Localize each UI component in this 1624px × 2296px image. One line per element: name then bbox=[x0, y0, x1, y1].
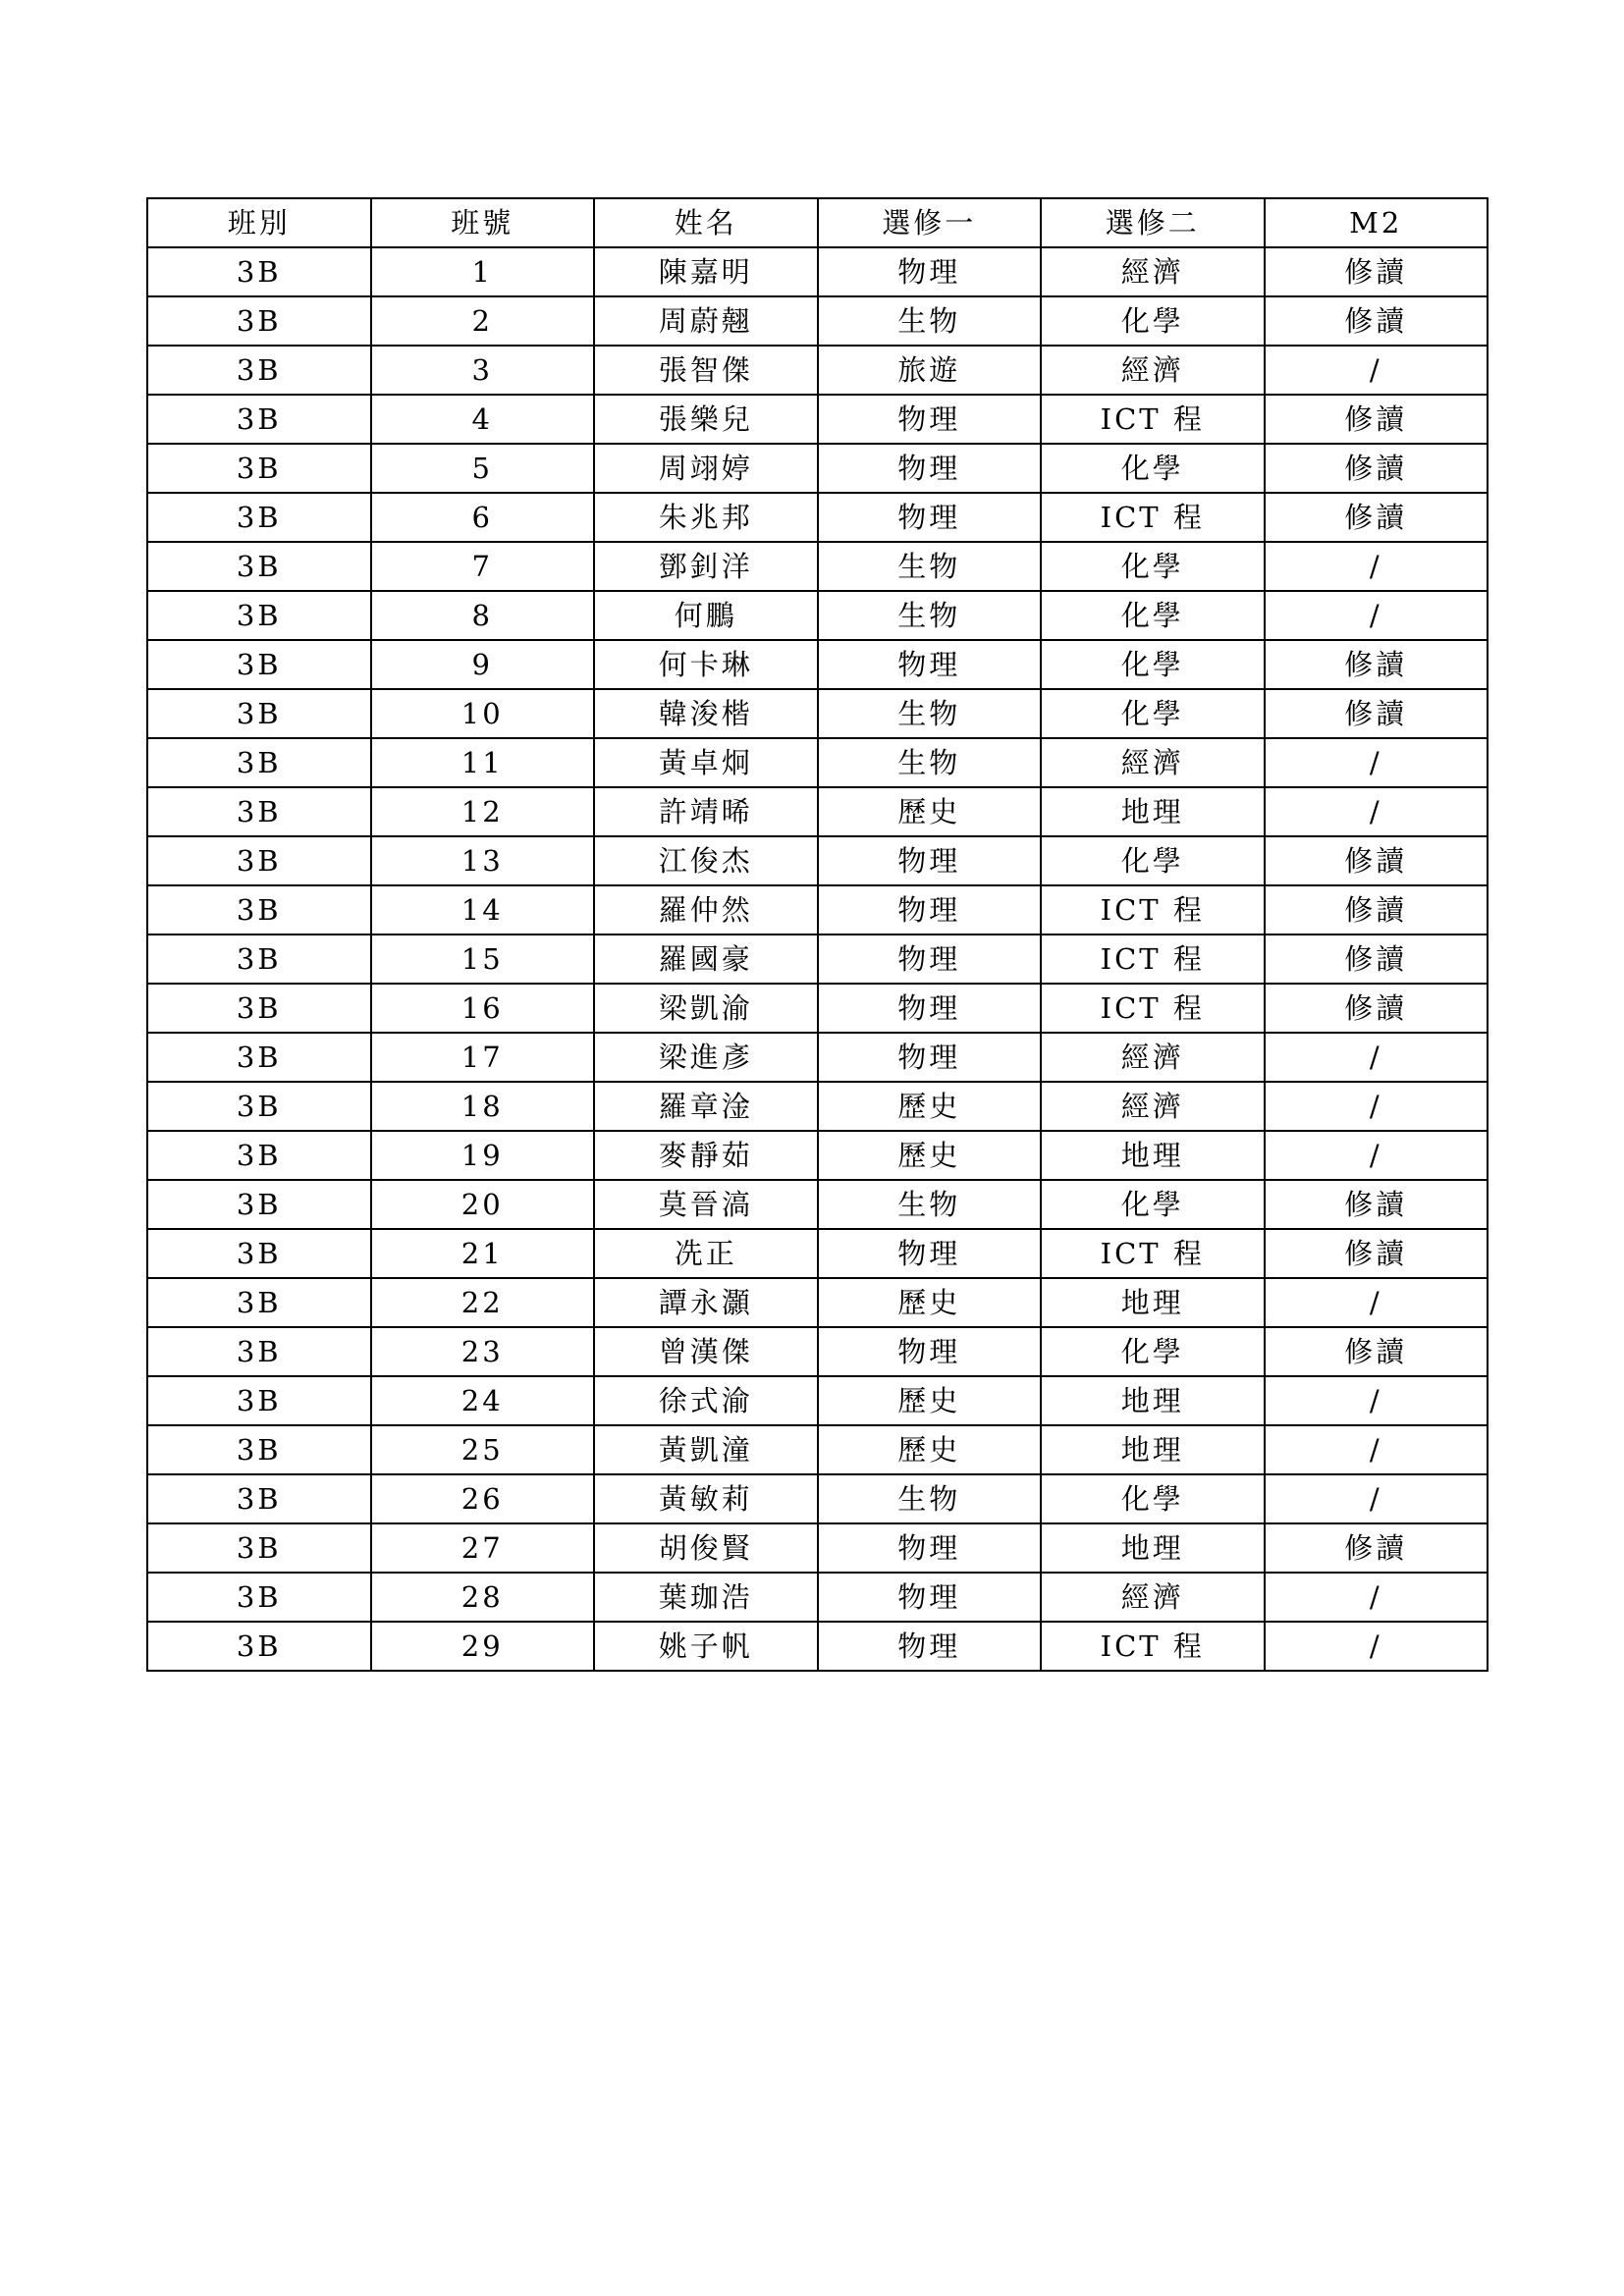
cell-m2: 修讀 bbox=[1265, 247, 1489, 296]
cell-class: 3B bbox=[147, 1573, 371, 1622]
cell-elective-2: 地理 bbox=[1041, 1131, 1265, 1180]
cell-class: 3B bbox=[147, 1082, 371, 1131]
cell-class: 3B bbox=[147, 591, 371, 640]
cell-elective-1: 生物 bbox=[818, 542, 1042, 591]
cell-class: 3B bbox=[147, 542, 371, 591]
cell-class-number: 27 bbox=[371, 1523, 595, 1573]
cell-name: 冼正 bbox=[594, 1229, 818, 1278]
cell-m2: / bbox=[1265, 1573, 1489, 1622]
cell-elective-2: 化學 bbox=[1041, 640, 1265, 689]
cell-class: 3B bbox=[147, 1229, 371, 1278]
cell-elective-2: 經濟 bbox=[1041, 738, 1265, 787]
cell-elective-2: 化學 bbox=[1041, 542, 1265, 591]
cell-elective-2: 地理 bbox=[1041, 1523, 1265, 1573]
cell-name: 梁進彥 bbox=[594, 1033, 818, 1082]
cell-class-number: 9 bbox=[371, 640, 595, 689]
cell-elective-2: ICT 程 bbox=[1041, 493, 1265, 542]
cell-m2: / bbox=[1265, 1033, 1489, 1082]
cell-class-number: 4 bbox=[371, 395, 595, 444]
cell-name: 鄧釗洋 bbox=[594, 542, 818, 591]
cell-class: 3B bbox=[147, 247, 371, 296]
cell-m2: 修讀 bbox=[1265, 296, 1489, 346]
cell-class-number: 3 bbox=[371, 346, 595, 395]
cell-class-number: 23 bbox=[371, 1327, 595, 1376]
header-m2: M2 bbox=[1265, 198, 1489, 247]
cell-class: 3B bbox=[147, 444, 371, 493]
cell-m2: / bbox=[1265, 1082, 1489, 1131]
cell-class: 3B bbox=[147, 493, 371, 542]
table-row bbox=[147, 395, 1488, 444]
cell-name: 葉珈浩 bbox=[594, 1573, 818, 1622]
cell-class-number: 16 bbox=[371, 984, 595, 1033]
cell-name: 羅仲然 bbox=[594, 885, 818, 934]
cell-name: 黃凱潼 bbox=[594, 1425, 818, 1474]
cell-class-number: 18 bbox=[371, 1082, 595, 1131]
cell-elective-1: 物理 bbox=[818, 1229, 1042, 1278]
cell-m2: 修讀 bbox=[1265, 1327, 1489, 1376]
table-row bbox=[147, 934, 1488, 984]
cell-class: 3B bbox=[147, 1033, 371, 1082]
table-row bbox=[147, 1131, 1488, 1180]
cell-elective-2: ICT 程 bbox=[1041, 395, 1265, 444]
cell-elective-1: 歷史 bbox=[818, 1278, 1042, 1327]
cell-elective-2: 地理 bbox=[1041, 787, 1265, 836]
cell-m2: 修讀 bbox=[1265, 1180, 1489, 1229]
cell-class-number: 19 bbox=[371, 1131, 595, 1180]
cell-m2: / bbox=[1265, 787, 1489, 836]
cell-name: 朱兆邦 bbox=[594, 493, 818, 542]
table-row bbox=[147, 1082, 1488, 1131]
cell-elective-2: 經濟 bbox=[1041, 346, 1265, 395]
cell-class-number: 12 bbox=[371, 787, 595, 836]
cell-elective-2: 化學 bbox=[1041, 689, 1265, 738]
cell-elective-1: 生物 bbox=[818, 1474, 1042, 1523]
cell-elective-1: 生物 bbox=[818, 591, 1042, 640]
cell-name: 黃卓炯 bbox=[594, 738, 818, 787]
cell-m2: 修讀 bbox=[1265, 689, 1489, 738]
table-row bbox=[147, 1622, 1488, 1671]
table-row bbox=[147, 1425, 1488, 1474]
cell-elective-2: 經濟 bbox=[1041, 1573, 1265, 1622]
cell-elective-2: ICT 程 bbox=[1041, 885, 1265, 934]
cell-class: 3B bbox=[147, 296, 371, 346]
table-row bbox=[147, 1523, 1488, 1573]
cell-name: 譚永灝 bbox=[594, 1278, 818, 1327]
cell-m2: / bbox=[1265, 1131, 1489, 1180]
cell-name: 張樂兒 bbox=[594, 395, 818, 444]
cell-class-number: 29 bbox=[371, 1622, 595, 1671]
cell-name: 何鵬 bbox=[594, 591, 818, 640]
cell-name: 許靖晞 bbox=[594, 787, 818, 836]
cell-name: 徐式渝 bbox=[594, 1376, 818, 1425]
cell-class: 3B bbox=[147, 1131, 371, 1180]
cell-class: 3B bbox=[147, 395, 371, 444]
cell-class-number: 5 bbox=[371, 444, 595, 493]
cell-class: 3B bbox=[147, 1180, 371, 1229]
cell-elective-1: 物理 bbox=[818, 984, 1042, 1033]
cell-name: 韓浚楷 bbox=[594, 689, 818, 738]
cell-name: 江俊杰 bbox=[594, 836, 818, 885]
cell-m2: / bbox=[1265, 346, 1489, 395]
cell-class: 3B bbox=[147, 984, 371, 1033]
cell-elective-1: 物理 bbox=[818, 444, 1042, 493]
cell-elective-1: 物理 bbox=[818, 1622, 1042, 1671]
cell-elective-2: 化學 bbox=[1041, 591, 1265, 640]
table-row bbox=[147, 1180, 1488, 1229]
table-row bbox=[147, 1229, 1488, 1278]
cell-m2: 修讀 bbox=[1265, 1523, 1489, 1573]
cell-elective-2: ICT 程 bbox=[1041, 984, 1265, 1033]
cell-class: 3B bbox=[147, 1523, 371, 1573]
cell-class: 3B bbox=[147, 1622, 371, 1671]
cell-elective-1: 物理 bbox=[818, 1033, 1042, 1082]
cell-elective-2: 化學 bbox=[1041, 296, 1265, 346]
cell-name: 羅國豪 bbox=[594, 934, 818, 984]
cell-class: 3B bbox=[147, 1376, 371, 1425]
cell-elective-1: 旅遊 bbox=[818, 346, 1042, 395]
cell-name: 胡俊賢 bbox=[594, 1523, 818, 1573]
cell-name: 張智傑 bbox=[594, 346, 818, 395]
student-elective-table bbox=[146, 197, 1489, 1672]
table-row bbox=[147, 1376, 1488, 1425]
cell-name: 曾漢傑 bbox=[594, 1327, 818, 1376]
cell-m2: / bbox=[1265, 1622, 1489, 1671]
cell-elective-1: 物理 bbox=[818, 395, 1042, 444]
table-row bbox=[147, 984, 1488, 1033]
cell-class-number: 10 bbox=[371, 689, 595, 738]
cell-elective-2: 地理 bbox=[1041, 1278, 1265, 1327]
cell-elective-1: 生物 bbox=[818, 738, 1042, 787]
table-row bbox=[147, 542, 1488, 591]
cell-class-number: 26 bbox=[371, 1474, 595, 1523]
cell-name: 周翊婷 bbox=[594, 444, 818, 493]
cell-class: 3B bbox=[147, 787, 371, 836]
cell-class-number: 7 bbox=[371, 542, 595, 591]
cell-class-number: 15 bbox=[371, 934, 595, 984]
cell-m2: / bbox=[1265, 1474, 1489, 1523]
cell-class-number: 21 bbox=[371, 1229, 595, 1278]
table-row bbox=[147, 444, 1488, 493]
cell-name: 麥靜茹 bbox=[594, 1131, 818, 1180]
header-elective-2: 選修二 bbox=[1041, 198, 1265, 247]
header-class-number: 班號 bbox=[371, 198, 595, 247]
cell-class: 3B bbox=[147, 934, 371, 984]
cell-class-number: 6 bbox=[371, 493, 595, 542]
cell-m2: / bbox=[1265, 591, 1489, 640]
cell-class: 3B bbox=[147, 885, 371, 934]
cell-elective-1: 歷史 bbox=[818, 1376, 1042, 1425]
cell-elective-1: 物理 bbox=[818, 493, 1042, 542]
cell-m2: / bbox=[1265, 1425, 1489, 1474]
cell-elective-2: 化學 bbox=[1041, 444, 1265, 493]
table-row bbox=[147, 689, 1488, 738]
table-row bbox=[147, 738, 1488, 787]
cell-elective-1: 物理 bbox=[818, 836, 1042, 885]
cell-class-number: 2 bbox=[371, 296, 595, 346]
cell-elective-2: 經濟 bbox=[1041, 1082, 1265, 1131]
cell-m2: / bbox=[1265, 1278, 1489, 1327]
cell-class-number: 24 bbox=[371, 1376, 595, 1425]
table-row bbox=[147, 346, 1488, 395]
cell-name: 周蔚翹 bbox=[594, 296, 818, 346]
cell-class-number: 20 bbox=[371, 1180, 595, 1229]
cell-class-number: 8 bbox=[371, 591, 595, 640]
cell-name: 羅章淦 bbox=[594, 1082, 818, 1131]
table-row bbox=[147, 1474, 1488, 1523]
header-row bbox=[147, 198, 1488, 247]
cell-elective-2: 經濟 bbox=[1041, 247, 1265, 296]
cell-class: 3B bbox=[147, 346, 371, 395]
cell-elective-2: ICT 程 bbox=[1041, 934, 1265, 984]
table-row bbox=[147, 885, 1488, 934]
cell-elective-2: 地理 bbox=[1041, 1425, 1265, 1474]
cell-m2: 修讀 bbox=[1265, 1229, 1489, 1278]
cell-class: 3B bbox=[147, 1327, 371, 1376]
cell-elective-2: 化學 bbox=[1041, 1327, 1265, 1376]
cell-class-number: 14 bbox=[371, 885, 595, 934]
cell-class-number: 28 bbox=[371, 1573, 595, 1622]
cell-elective-2: ICT 程 bbox=[1041, 1229, 1265, 1278]
table-row bbox=[147, 836, 1488, 885]
cell-elective-1: 物理 bbox=[818, 934, 1042, 984]
cell-name: 姚子帆 bbox=[594, 1622, 818, 1671]
cell-m2: 修讀 bbox=[1265, 493, 1489, 542]
cell-class: 3B bbox=[147, 738, 371, 787]
table-body bbox=[147, 247, 1488, 1671]
cell-elective-1: 歷史 bbox=[818, 787, 1042, 836]
cell-class-number: 1 bbox=[371, 247, 595, 296]
cell-elective-1: 歷史 bbox=[818, 1082, 1042, 1131]
cell-class: 3B bbox=[147, 1425, 371, 1474]
cell-class: 3B bbox=[147, 640, 371, 689]
table-row bbox=[147, 1327, 1488, 1376]
cell-elective-1: 生物 bbox=[818, 1180, 1042, 1229]
table-row bbox=[147, 1278, 1488, 1327]
table-row bbox=[147, 591, 1488, 640]
cell-m2: 修讀 bbox=[1265, 984, 1489, 1033]
cell-elective-2: 化學 bbox=[1041, 1474, 1265, 1523]
table-row bbox=[147, 247, 1488, 296]
cell-elective-1: 歷史 bbox=[818, 1131, 1042, 1180]
cell-m2: 修讀 bbox=[1265, 640, 1489, 689]
cell-elective-1: 生物 bbox=[818, 689, 1042, 738]
header-name: 姓名 bbox=[594, 198, 818, 247]
cell-elective-1: 歷史 bbox=[818, 1425, 1042, 1474]
cell-m2: 修讀 bbox=[1265, 395, 1489, 444]
cell-elective-2: 化學 bbox=[1041, 836, 1265, 885]
cell-elective-2: 化學 bbox=[1041, 1180, 1265, 1229]
cell-class-number: 25 bbox=[371, 1425, 595, 1474]
cell-elective-1: 物理 bbox=[818, 1573, 1042, 1622]
cell-m2: 修讀 bbox=[1265, 885, 1489, 934]
cell-name: 黃敏莉 bbox=[594, 1474, 818, 1523]
cell-m2: / bbox=[1265, 542, 1489, 591]
cell-class-number: 22 bbox=[371, 1278, 595, 1327]
cell-m2: 修讀 bbox=[1265, 836, 1489, 885]
cell-name: 陳嘉明 bbox=[594, 247, 818, 296]
cell-elective-1: 生物 bbox=[818, 296, 1042, 346]
cell-elective-1: 物理 bbox=[818, 1327, 1042, 1376]
table-row bbox=[147, 296, 1488, 346]
table-row bbox=[147, 1033, 1488, 1082]
header-elective-1: 選修一 bbox=[818, 198, 1042, 247]
cell-name: 莫晉滈 bbox=[594, 1180, 818, 1229]
cell-class-number: 13 bbox=[371, 836, 595, 885]
cell-m2: / bbox=[1265, 1376, 1489, 1425]
cell-elective-2: ICT 程 bbox=[1041, 1622, 1265, 1671]
cell-elective-1: 物理 bbox=[818, 885, 1042, 934]
table-row bbox=[147, 640, 1488, 689]
cell-m2: 修讀 bbox=[1265, 934, 1489, 984]
cell-elective-1: 物理 bbox=[818, 640, 1042, 689]
cell-name: 何卡琳 bbox=[594, 640, 818, 689]
cell-class-number: 17 bbox=[371, 1033, 595, 1082]
table-row bbox=[147, 787, 1488, 836]
cell-elective-1: 物理 bbox=[818, 1523, 1042, 1573]
cell-class: 3B bbox=[147, 1278, 371, 1327]
cell-m2: 修讀 bbox=[1265, 444, 1489, 493]
cell-class-number: 11 bbox=[371, 738, 595, 787]
cell-class: 3B bbox=[147, 689, 371, 738]
cell-class: 3B bbox=[147, 1474, 371, 1523]
cell-class: 3B bbox=[147, 836, 371, 885]
cell-name: 梁凱渝 bbox=[594, 984, 818, 1033]
cell-elective-2: 地理 bbox=[1041, 1376, 1265, 1425]
cell-m2: / bbox=[1265, 738, 1489, 787]
cell-elective-2: 經濟 bbox=[1041, 1033, 1265, 1082]
table-row bbox=[147, 1573, 1488, 1622]
header-class: 班別 bbox=[147, 198, 371, 247]
table-row bbox=[147, 493, 1488, 542]
cell-elective-1: 物理 bbox=[818, 247, 1042, 296]
